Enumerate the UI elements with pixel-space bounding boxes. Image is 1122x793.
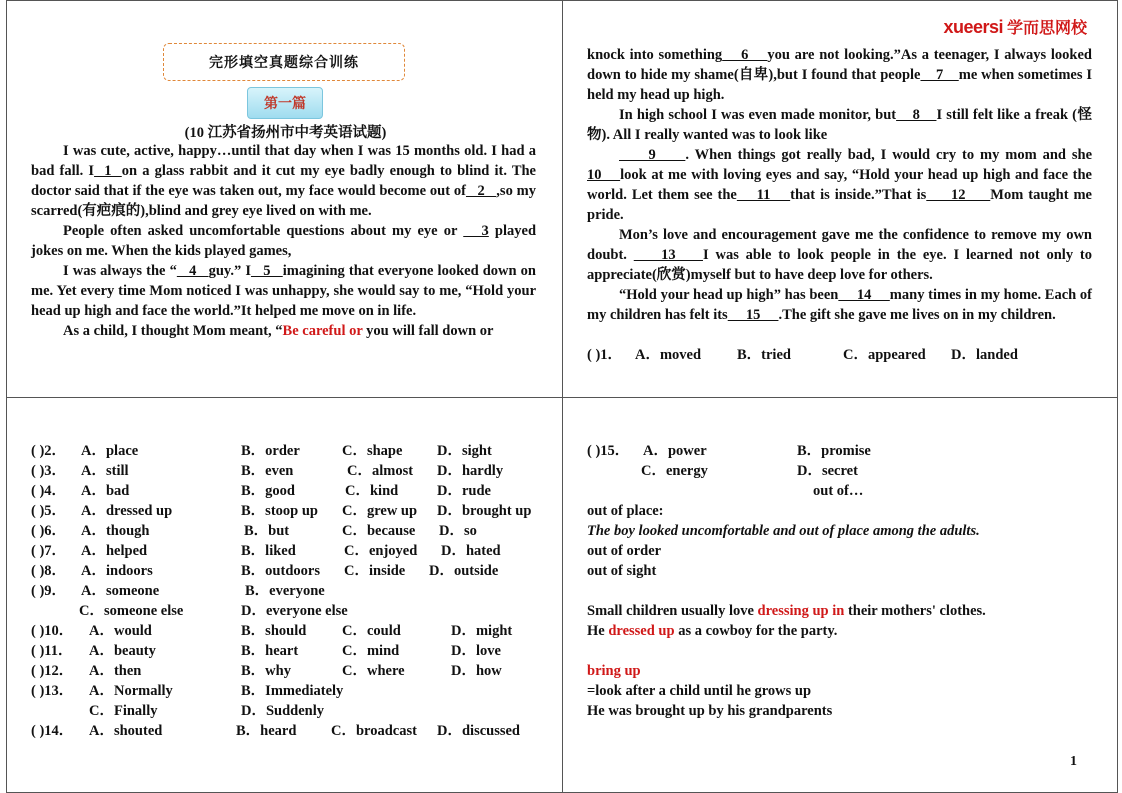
paragraph-8: Mon’s love and encouragement gave me the confidence to remove my own doubt. 13 I was able to look people in the eye. I learned not only to appreciate(欣赏)myself but to have deep love for others. <box>587 227 1093 283</box>
example-dressed-up: He dressed up as a cowboy for the party. <box>587 623 838 639</box>
panel-top-left <box>6 0 563 398</box>
blank-3: 3 <box>463 223 489 239</box>
paragraph-2: People often asked uncomfortable questions about my eye or 3 played jokes on me. When the kids played games, <box>31 223 537 259</box>
blank-10: 10 <box>587 167 621 183</box>
example-dressing-up: Small children usually love dressing up in their mothers' clothes. <box>587 603 986 619</box>
highlight-be-careful: Be careful or <box>282 323 363 339</box>
xueersi-logo: xueersi 学而思网校 <box>943 17 1087 37</box>
passage-source: (10 江苏省扬州市中考英语试题) <box>184 125 387 141</box>
question-1: ( )1． A．moved B．tried C．appeared D．landed <box>587 347 1018 363</box>
blank-9: 9 <box>619 147 686 163</box>
passage-right <box>587 45 1092 325</box>
worksheet-title: 完形填空真题综合训练 <box>163 43 405 81</box>
paragraph-4: As a child, I thought Mom meant, “Be careful or you will fall down or <box>63 323 494 339</box>
blank-6: 6 <box>722 47 768 63</box>
paragraph-7: 9 . When things got really bad, I would cry to my mom and she 10 look at me with loving eyes and say, “Hold your head up high and face the world. Let them see the 11 that is inside.”That is 12 Mom taught me pride. <box>587 147 1093 223</box>
blank-15: 15 <box>727 307 779 323</box>
paragraph-1: I was cute, active, happy…until that day when I was 15 months old. I had a bad fall. I 1 on a glass rabbit and it cut my eye badly enough to blind it. The doctor said that if the eye was taken out, my face would become out of 2 ,so my scarred(有疤痕的),blind and grey eye lived on with me. <box>31 143 536 219</box>
panel-bottom-right: ( )15． A．power B．promise C．energy D．secret out of… out of place: The boy looked uncomfortable and out of place among the adults. out of order out of sight Small children usually love dressing up in their mothers' clothes. He dressed up as a cowboy for the party. bring up =look after a child until he grows up He was brought up by his grandparents 1 <box>562 397 1118 793</box>
blank-5: 5 <box>250 263 283 279</box>
passage-left <box>31 141 536 341</box>
blank-7: 7 <box>920 67 959 83</box>
blank-14: 14 <box>838 287 890 303</box>
blank-2: 2 <box>465 183 497 199</box>
blank-12: 12 <box>926 187 991 203</box>
paragraph-5: knock into something 6 you are not looking.”As a teenager, I always looked down to hide my shame(自卑),but I found that people 7 me when sometimes I held my head up high. <box>587 47 1092 103</box>
paragraph-3: I was always the “ 4 guy.” I 5 imagining that everyone looked down on me. Yet every time Mom noticed I was unhappy, she would say to me, “Hold your head up high and face the world.”It helped me move on in life. <box>31 263 536 319</box>
panel-top-right <box>562 0 1118 398</box>
panel-bottom-left: ( )2． A．place B．order C．shape D．sight ( )3． A．still B．even C．almost D．hardly ( )4． A．bad B．good C．kind D．rude ( )5． A．dressed up B．stoop up C．grew up D．brought up ( )6． A．though B．but C．because D．so ( )7． A．helped B．liked C．enjoyed D．hated ( )8． A．indoors B．outdoors C．inside D．outside ( )9． A．someone B．everyone C．someone else D．everyone else ( )10． A．would B．should C．could D．might ( )11． A．beauty B．heart C．mind D．love ( )12． A．then B．why C．where D．how ( )13． A．Normally B．Immediately C．Finally D．Suddenly ( )14． A．shouted B．heard C．broadcast D．discussed <box>6 397 563 793</box>
blank-1: 1 <box>94 163 122 179</box>
blank-8: 8 <box>896 107 937 123</box>
page-number: 1 <box>1070 754 1077 769</box>
paragraph-6: In high school I was even made monitor, but 8 I still felt like a freak (怪物). All I really wanted was to look like <box>587 107 1092 143</box>
blank-11: 11 <box>736 187 791 203</box>
section-badge: 第一篇 <box>247 87 323 119</box>
blank-13: 13 <box>633 247 703 263</box>
paragraph-9: “Hold your head up high” has been 14 many times in my home. Each of my children has felt its 15 .The gift she gave me lives on in my children. <box>587 287 1092 323</box>
blank-4: 4 <box>176 263 209 279</box>
